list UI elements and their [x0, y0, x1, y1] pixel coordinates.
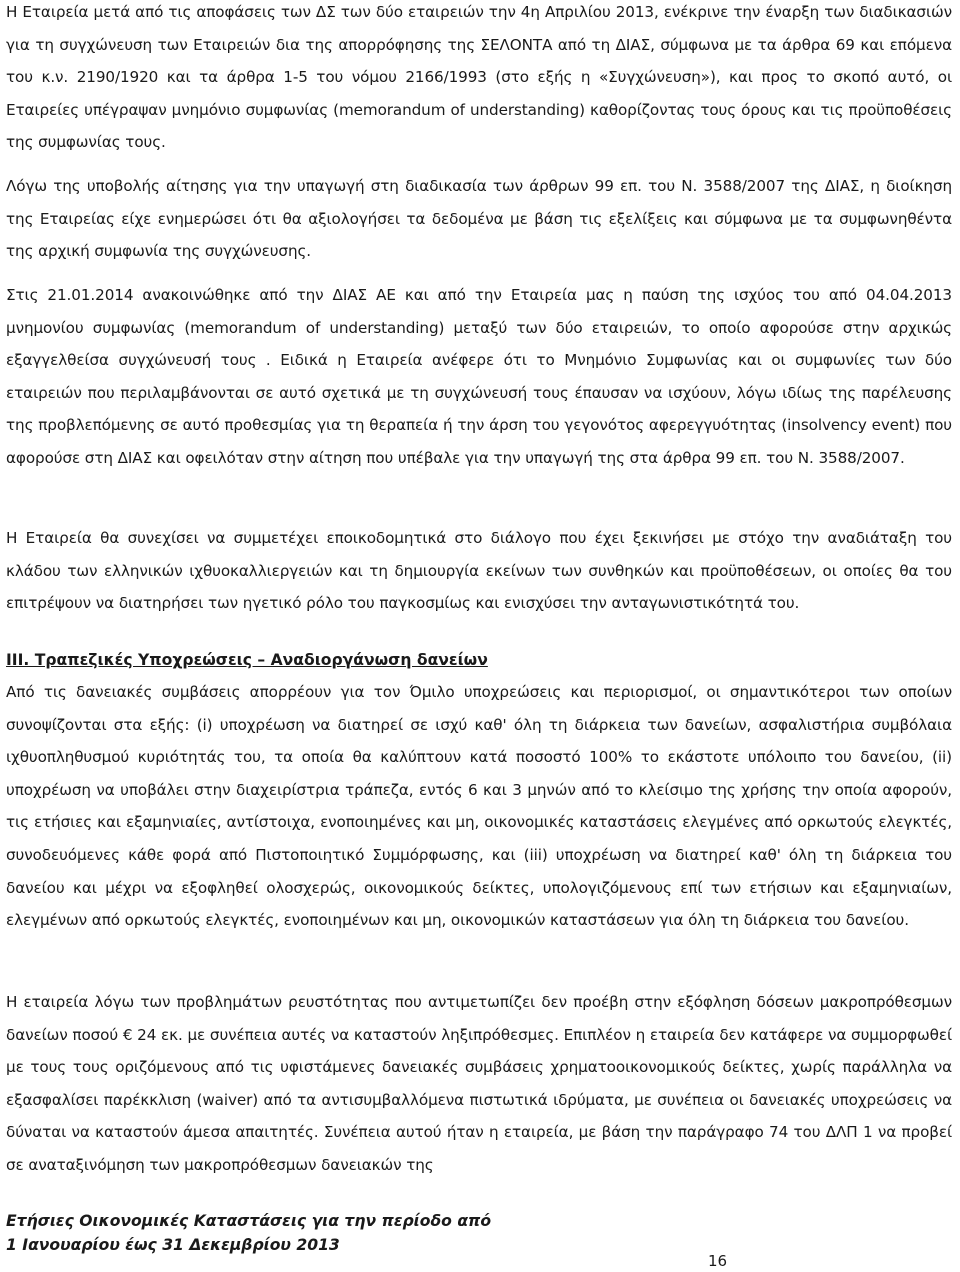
- footer-title: Ετήσιες Οικονομικές Καταστάσεις για την περίοδο από: [6, 1212, 492, 1230]
- section-heading-bank-obligations: III. Τραπεζικές Υποχρεώσεις – Αναδιοργάνωση δανείων: [6, 651, 488, 669]
- paragraph-application-submission: Λόγω της υποβολής αίτησης για την υπαγωγή στη διαδικασία των άρθρων 99 επ. του Ν. 3588/2007 της ΔΙΑΣ, η διοίκηση της Εταιρείας είχε ενημερώσει ότι θα αξιολογήσει τα δεδομένα με βάση τις εξελίξεις και σύμφωνα με τα συμφωνηθέντα της αρχική συμφωνία της συγχώνευσης.: [6, 177, 952, 261]
- paragraph-continued-dialogue: Η Εταιρεία θα συνεχίσει να συμμετέχει εποικοδομητικά στο διάλογο που έχει ξεκινήσει με στόχο την αναδιάταξη του κλάδου των ελληνικών ιχθυοκαλλιεργειών και τη δημιουργία εκείνων των συνθηκών και προϋποθέσεων, οι οποίες θα του επιτρέψουν να διατηρήσει των ηγετικό ρόλο του παγκοσμίως και ενισχύσει την ανταγωνιστικότητά του.: [6, 529, 952, 613]
- paragraph-memorandum-termination: Στις 21.01.2014 ανακοινώθηκε από την ΔΙΑΣ ΑΕ και από την Εταιρεία μας η παύση της ισχύος του από 04.04.2013 μνημονίου συμφωνίας (memorandum of understanding) μεταξύ των δύο εταιρειών, το οποίο αφορούσε στην αρχικώς εξαγγελθείσα συγχώνευσή τους . Ειδικά η Εταιρεία ανέφερε ότι το Μνημόνιο Συμφωνίας και οι συμφωνίες των δύο εταιρειών που περιλαμβάνονται σε αυτό σχετικά με τη συγχώνευσή τους έπαυσαν να ισχύουν, λόγω ιδίως της παρέλευσης της προβλεπόμενης σε αυτό προθεσμίας για τη θεραπεία ή την άρση του γεγονότος αφερεγγυότητας (insolvency event) που αφορούσε στη ΔΙΑΣ και οφειλόταν στην αίτηση που υπέβαλε για την υπαγωγή της στα άρθρα 99 επ. του Ν. 3588/2007.: [6, 286, 952, 467]
- paragraph-loan-obligations: Από τις δανειακές συμβάσεις απορρέουν για τον Όμιλο υποχρεώσεις και περιορισμοί, οι σημαντικότεροι των οποίων συνοψίζονται στα εξής: (i) υποχρέωση να διατηρεί σε ισχύ καθ' όλη τη διάρκεια των δανείων, ασφαλιστήρια συμβόλαια ιχθυοπληθυσμού κυριότητάς του, τα οποία θα καλύπτουν κατά ποσοστό 100% το εκάστοτε υπόλοιπο του δανείου, (ii) υποχρέωση να υποβάλει στην διαχειρίστρια τράπεζα, εντός 6 και 3 μηνών από το κλείσιμο της χρήσης την οποία αφορούν, τις ετήσιες και εξαμηνιαίες, αντίστοιχα, ενοποιημένες και μη, οικονομικές καταστάσεις ελεγμένες από ορκωτούς ελεγκτές, συνοδευόμενες κάθε φορά από Πιστοποιητικό Συμμόρφωσης, και (iii) υποχρέωση να διατηρεί καθ' όλη τη διάρκεια του δανείου και μέχρι να εξοφληθεί ολοσχερώς, οικονομικούς δείκτες, υπολογιζόμενους επί των ετήσιων και εξαμηνιαίων, ελεγμένων από ορκωτούς ελεγκτές, ενοποιημένων και μη, οικονομικών καταστάσεων για όλη τη διάρκεια του δανείου.: [6, 683, 952, 930]
- paragraph-merger-approval: Η Εταιρεία μετά από τις αποφάσεις των ΔΣ των δύο εταιρειών την 4η Απριλίου 2013, ενέκρινε την έναρξη των διαδικασιών για τη συγχώνευση των Εταιρειών δια της απορρόφησης της ΣΕΛΟΝΤΑ από τη ΔΙΑΣ, σύμφωνα με τα άρθρα 69 και επόμενα του κ.ν. 2190/1920 και τα άρθρα 1-5 του νόμου 2166/1993 (στο εξής η «Συγχώνευση»), και προς το σκοπό αυτό, οι Εταιρείες υπέγραψαν μνημόνιο συμφωνίας (memorandum of understanding) καθορίζοντας τους όρους και τις προϋποθέσεις της συμφωνίας τους.: [6, 3, 952, 152]
- paragraph-liquidity-problems: Η εταιρεία λόγω των προβλημάτων ρευστότητας που αντιμετωπίζει δεν προέβη στην εξόφληση δόσεων μακροπρόθεσμων δανείων ποσού € 24 εκ. με συνέπεια αυτές να καταστούν ληξιπρόθεσμες. Επιπλέον η εταιρεία δεν κατάφερε να συμμορφωθεί με τους τους οριζόμενους από τις υφιστάμενες δανειακές συμβάσεις χρηματοοικονομικούς δείκτες, χωρίς παράλληλα να εξασφαλίσει παρέκκλιση (waiver) από τα αντισυμβαλλόμενα πιστωτικά ιδρύματα, με συνέπεια οι δανειακές υποχρεώσεις να δύναται να καταστούν άμεσα απαιτητές. Συνέπεια αυτού ήταν η εταιρεία, με βάση την παράγραφο 74 του ΔΛΠ 1 να προβεί σε αναταξινόμηση των μακροπρόθεσμων δανειακών της: [6, 993, 952, 1174]
- footer-period: 1 Ιανουαρίου έως 31 Δεκεμβρίου 2013: [6, 1236, 340, 1254]
- page-number: 16: [708, 1252, 728, 1270]
